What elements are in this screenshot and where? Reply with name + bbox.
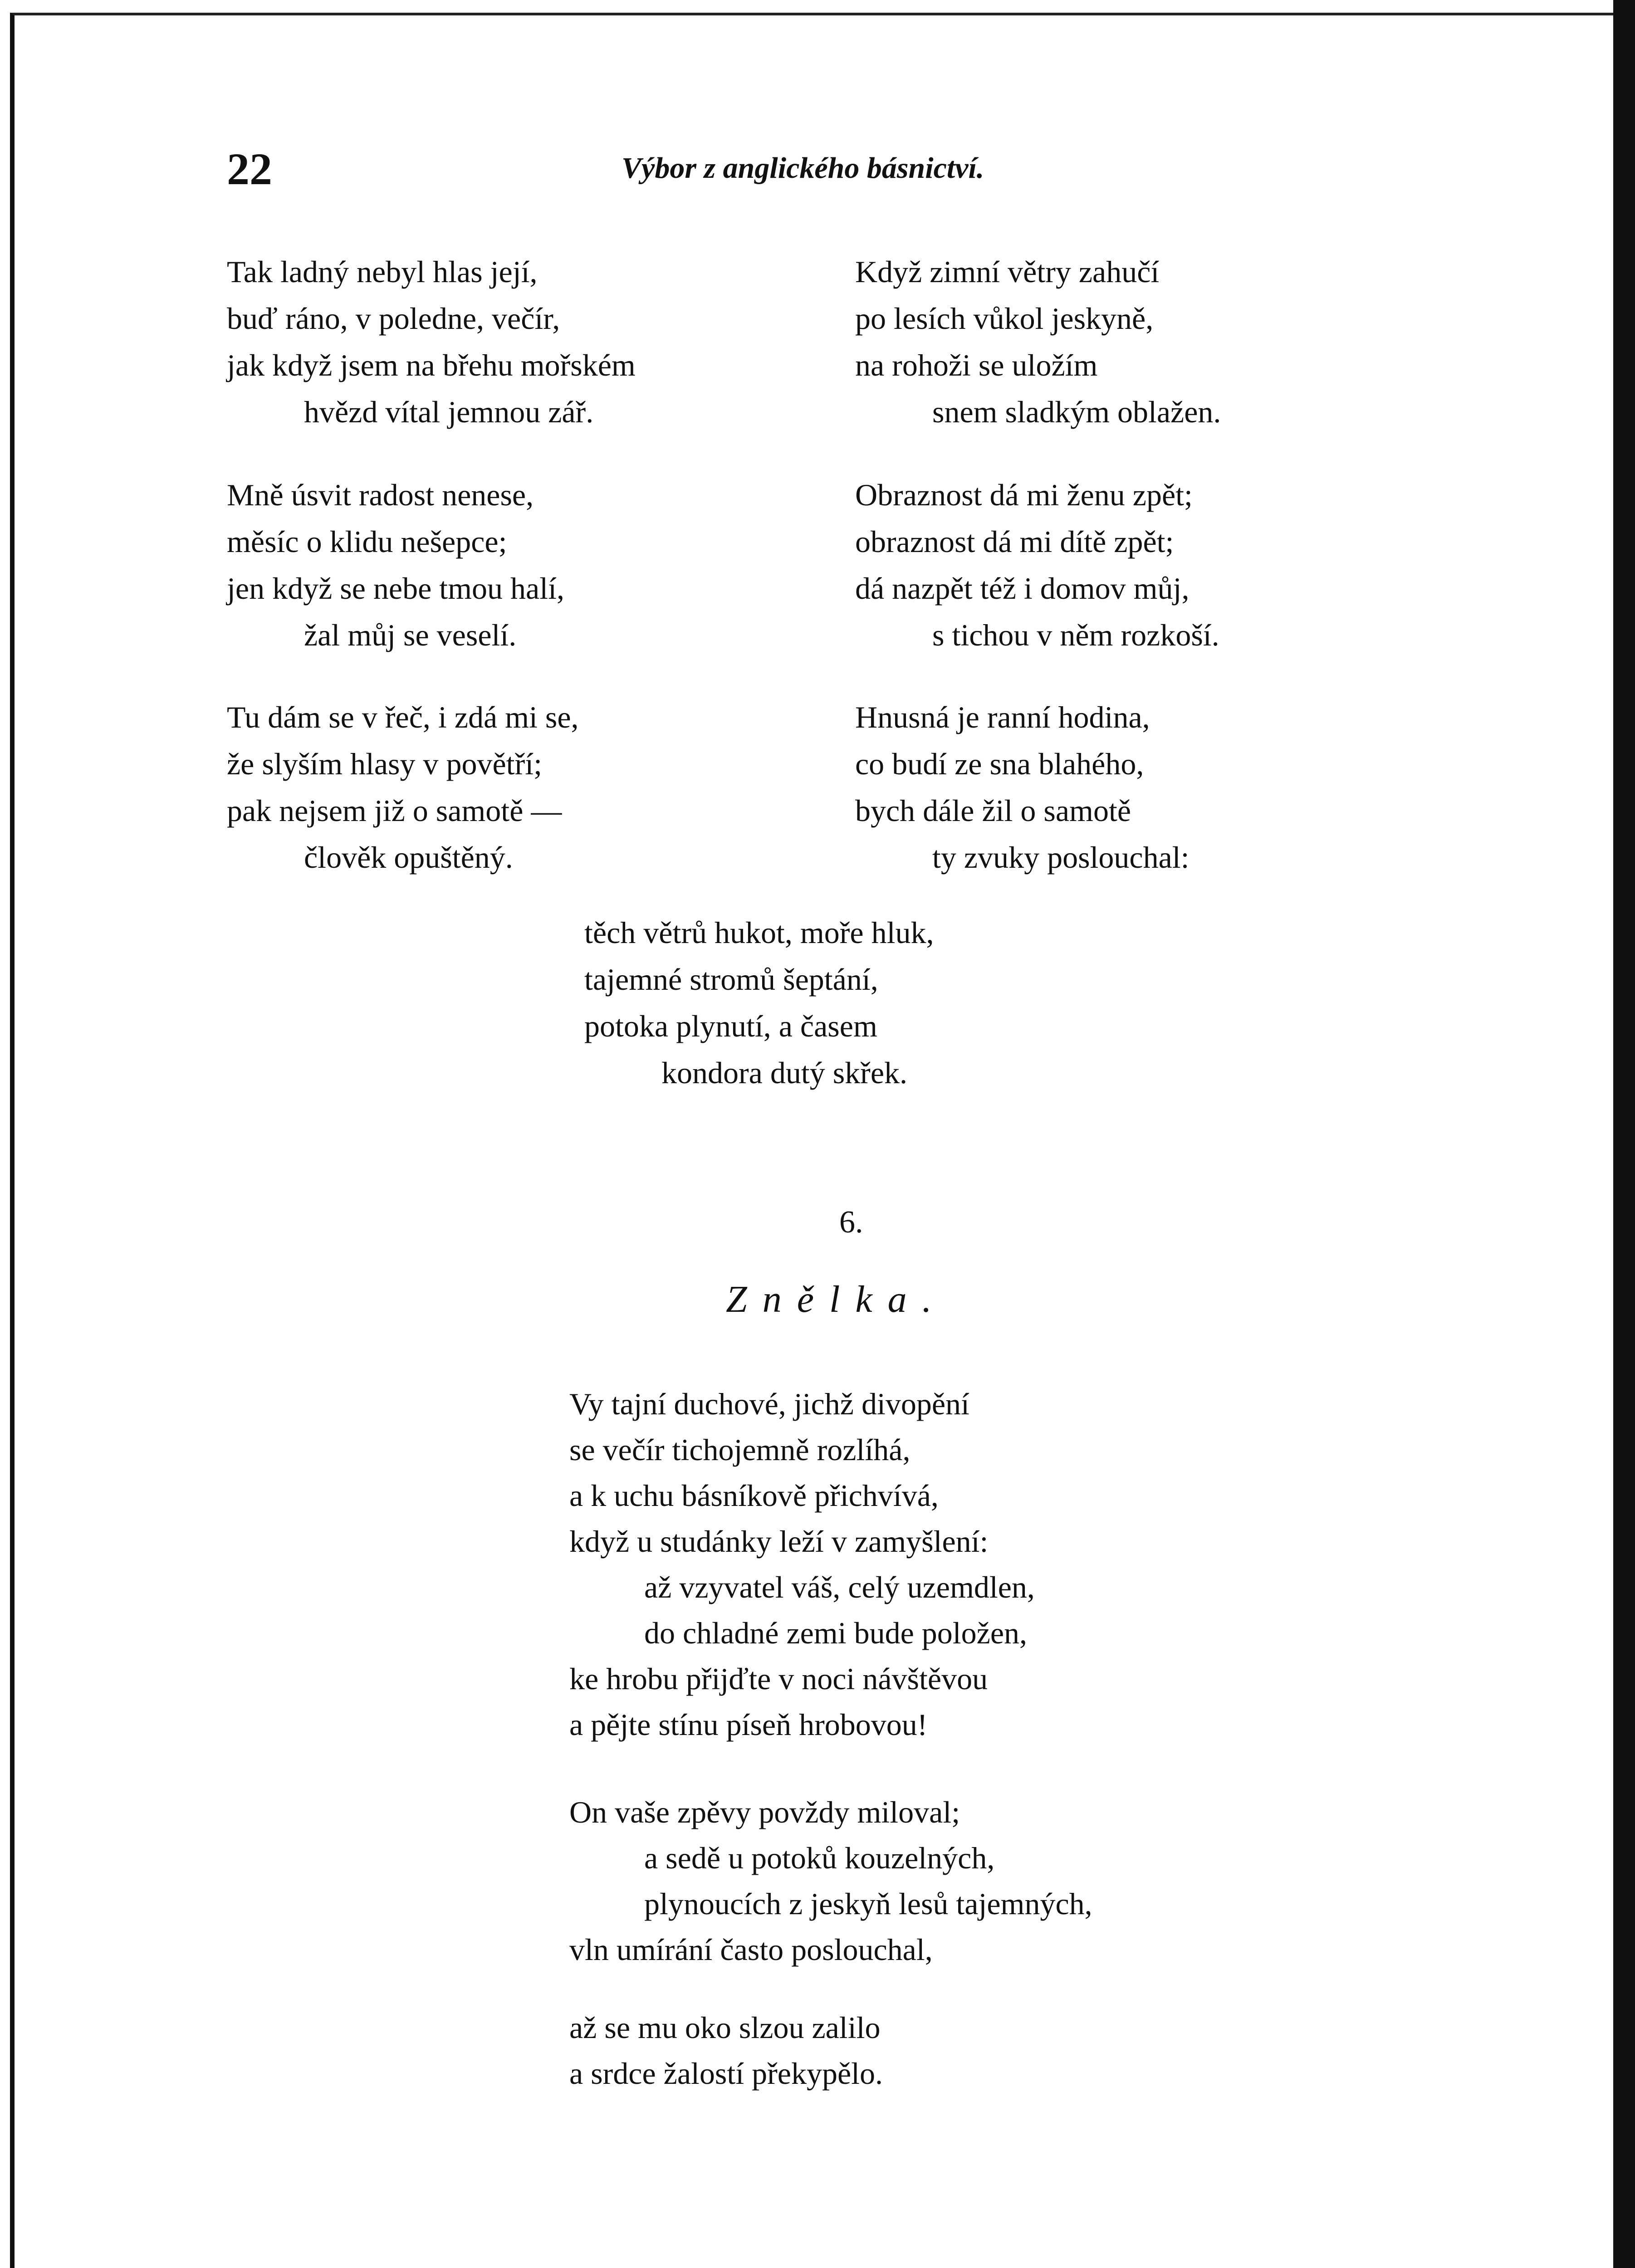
verse-line: že slyším hlasy v povětří; xyxy=(227,747,543,781)
verse-line: Obraznost dá mi ženu zpět; xyxy=(855,478,1193,512)
verse-line: a sedě u potoků kouzelných, xyxy=(644,1841,995,1875)
verse-line: po lesích vůkol jeskyně, xyxy=(855,301,1154,336)
verse-line: On vaše zpěvy povždy miloval; xyxy=(569,1795,960,1829)
verse-line: plynoucích z jeskyň lesů tajemných, xyxy=(644,1887,1092,1921)
verse-line: obraznost dá mi dítě zpět; xyxy=(855,524,1174,559)
verse-line: a pějte stínu píseň hrobovou! xyxy=(569,1707,928,1742)
verse-line: žal můj se veselí. xyxy=(304,618,517,652)
verse-line: měsíc o klidu nešepce; xyxy=(227,524,507,559)
right-stanza-2 xyxy=(855,472,1219,659)
scan-edge-right xyxy=(1613,0,1635,2268)
section-number: 6. xyxy=(839,1205,863,1240)
right-stanza-1 xyxy=(855,249,1221,435)
verse-line: bych dále žil o samotě xyxy=(855,793,1131,828)
page-header xyxy=(227,144,1080,199)
verse-line: člověk opuštěný. xyxy=(304,840,513,875)
page-number: 22 xyxy=(227,144,272,194)
verse-line: a srdce žalostí překypělo. xyxy=(569,2056,883,2091)
verse-line: snem sladkým oblažen. xyxy=(932,395,1221,429)
verse-line: jak když jsem na břehu mořském xyxy=(227,348,636,382)
verse-line: potoka plynutí, a časem xyxy=(584,1009,877,1043)
verse-line: Tu dám se v řeč, i zdá mi se, xyxy=(227,700,579,734)
verse-line: co budí ze sna blahého, xyxy=(855,747,1144,781)
verse-line: ke hrobu přijďte v noci návštěvou xyxy=(569,1662,988,1696)
verse-line: až se mu oko slzou zalilo xyxy=(569,2010,881,2045)
verse-line: kondora dutý skřek. xyxy=(661,1056,908,1090)
verse-line: vln umírání často poslouchal, xyxy=(569,1932,933,1967)
verse-line: Vy tajní duchové, jichž divopění xyxy=(569,1387,969,1421)
verse-line: na rohoži se uložím xyxy=(855,348,1098,382)
verse-line: těch větrů hukot, moře hluk, xyxy=(584,915,934,950)
left-stanza-3 xyxy=(227,694,579,881)
verse-line: a k uchu básníkově přichvívá, xyxy=(569,1478,939,1513)
verse-line: Když zimní větry zahučí xyxy=(855,254,1160,289)
verse-line: Tak ladný nebyl hlas její, xyxy=(227,254,538,289)
verse-line: pak nejsem již o samotě — xyxy=(227,793,562,828)
sonnet-stanza-3 xyxy=(569,2005,883,2097)
verse-line: buď ráno, v poledne, večír, xyxy=(227,301,560,336)
verse-line: se večír tichojemně rozlíhá, xyxy=(569,1432,911,1467)
verse-line: až vzyvatel váš, celý uzemdlen, xyxy=(644,1570,1035,1604)
verse-line: hvězd vítal jemnou zář. xyxy=(304,395,594,429)
left-stanza-1 xyxy=(227,249,636,435)
verse-line: dá nazpět též i domov můj, xyxy=(855,571,1190,606)
running-title: Výbor z anglického básnictví. xyxy=(622,152,984,185)
sonnet-stanza-2 xyxy=(569,1789,1092,1973)
sonnet-stanza-1 xyxy=(569,1381,1035,1748)
center-stanza xyxy=(584,909,934,1096)
verse-line: jen když se nebe tmou halí, xyxy=(227,571,565,606)
poem-title: Znělka. xyxy=(726,1278,947,1320)
verse-line: s tichou v něm rozkoší. xyxy=(932,618,1219,652)
verse-line: když u studánky leží v zamyšlení: xyxy=(569,1524,989,1559)
left-stanza-2 xyxy=(227,472,564,659)
verse-line: do chladné zemi bude položen, xyxy=(644,1616,1028,1650)
verse-line: ty zvuky poslouchal: xyxy=(932,840,1190,875)
verse-line: Hnusná je ranní hodina, xyxy=(855,700,1150,734)
verse-line: tajemné stromů šeptání, xyxy=(584,962,878,997)
verse-line: Mně úsvit radost nenese, xyxy=(227,478,534,512)
right-stanza-3 xyxy=(855,694,1190,881)
